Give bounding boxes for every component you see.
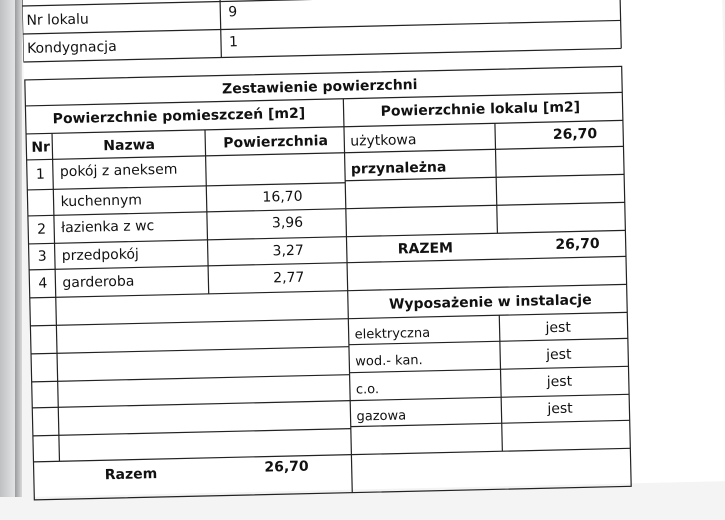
unit-total-value: 26,70	[555, 235, 600, 253]
room-nr: 1	[35, 166, 46, 183]
room-name: kuchennym	[60, 192, 143, 211]
room-name: przedpokój	[61, 246, 139, 265]
room-nr: 4	[38, 275, 48, 292]
room-name: garderoba	[62, 273, 135, 292]
room-area: 16,70	[262, 188, 303, 206]
room-name: łazienka z wc	[61, 218, 155, 237]
page-edge-shadow	[15, 0, 22, 497]
usable-area-label: użytkowa	[350, 132, 417, 150]
room-nr: 2	[37, 221, 47, 238]
room-name: pokój z aneksem	[59, 161, 178, 181]
floor-label: Kondygnacja	[26, 38, 117, 57]
usable-area-value: 26,70	[552, 125, 598, 143]
rooms-section-title: Powierzchnie pomieszczeń [m2]	[52, 105, 306, 128]
floor-value: 1	[228, 34, 239, 51]
summary-title: Zestawienie powierzchni	[221, 77, 418, 98]
unit-total-label: RAZEM	[397, 240, 454, 258]
col-name-header: Nazwa	[103, 137, 156, 155]
lot-number-label: Nr lokalu	[26, 11, 89, 29]
installation-value: jest	[547, 400, 573, 418]
rooms-total-label: Razem	[104, 466, 158, 484]
installation-label: gazowa	[356, 408, 407, 425]
equipment-section-title: Wyposażenie w instalacje	[388, 292, 592, 313]
col-area-header: Powierzchnia	[223, 133, 329, 152]
installation-label: elektryczna	[354, 325, 431, 343]
installation-label: c.o.	[355, 382, 380, 398]
installation-value: jest	[546, 346, 572, 364]
installation-value: jest	[545, 319, 572, 337]
room-nr: 3	[37, 248, 47, 265]
installation-label: wod.- kan.	[355, 353, 423, 370]
installation-value: jest	[546, 373, 573, 391]
appurtenant-area-label: przynależna	[350, 159, 447, 178]
room-area: 2,77	[273, 269, 305, 287]
room-area: 3,96	[271, 214, 304, 232]
lot-number-value: 9	[228, 4, 238, 21]
unit-section-title: Powierzchnie lokalu [m2]	[380, 99, 581, 120]
document-sheet	[22, 0, 725, 497]
room-area: 3,27	[272, 242, 304, 260]
rooms-total-value: 26,70	[264, 458, 309, 476]
col-nr-header: Nr	[31, 139, 51, 156]
